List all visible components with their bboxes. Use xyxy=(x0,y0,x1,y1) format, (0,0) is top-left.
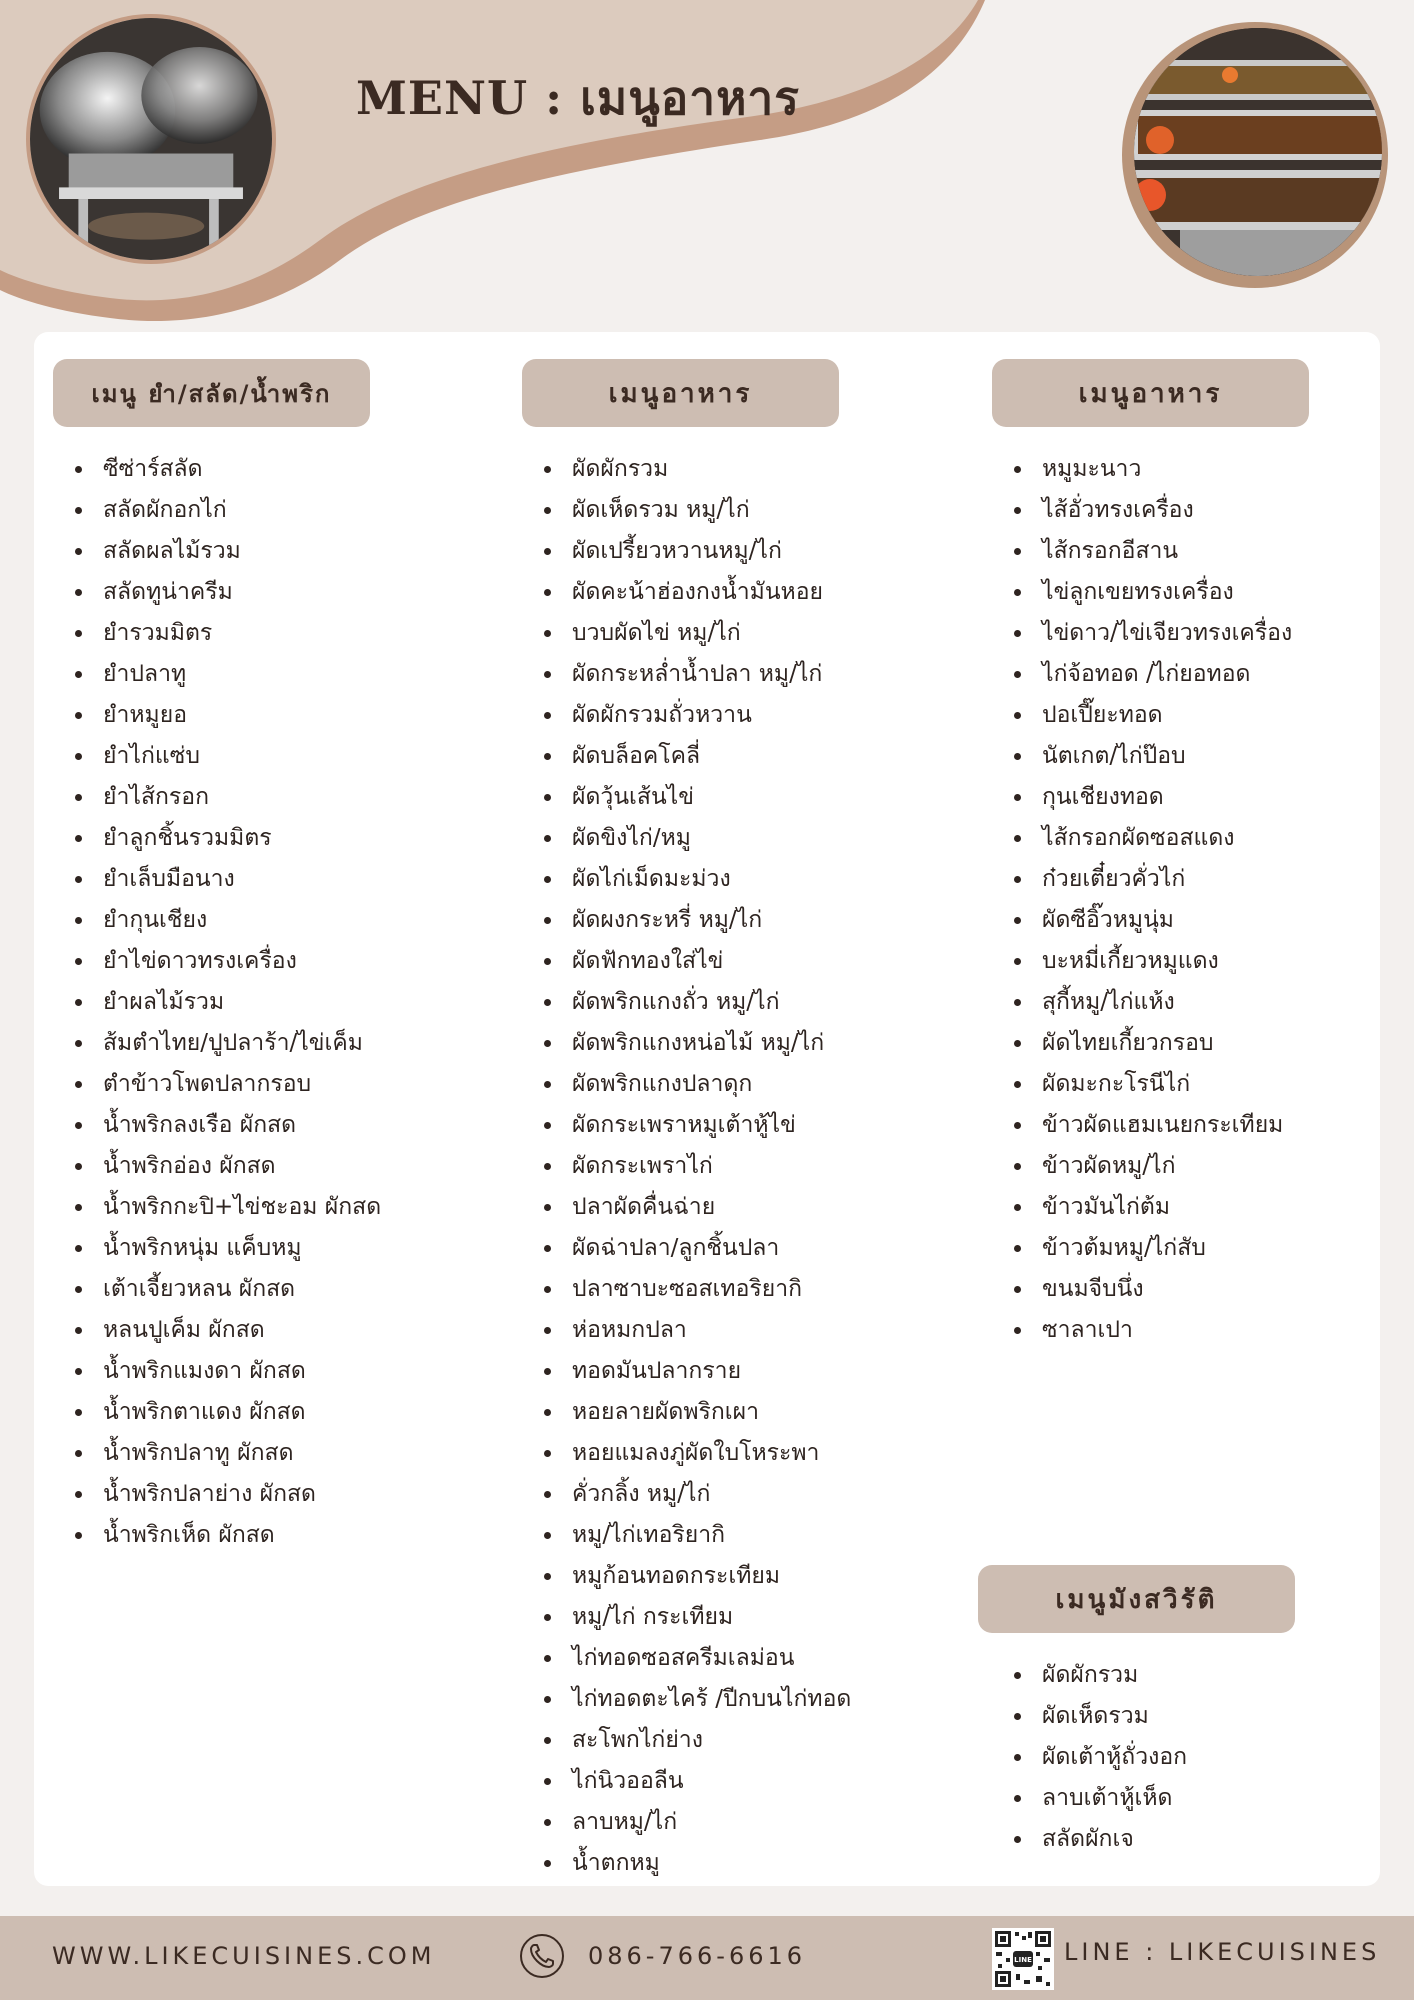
menu-item: สุกี้หมู/ไก่แห้ง xyxy=(992,982,1309,1023)
menu-item: ไก่นิวออลีน xyxy=(522,1761,839,1802)
menu-item: ยำผลไม้รวม xyxy=(53,982,370,1023)
menu-item: สลัดผักเจ xyxy=(992,1819,1295,1860)
menu-item: ข้าวผัดแฮมเนยกระเทียม xyxy=(992,1105,1309,1146)
menu-item: ก๋วยเตี๋ยวคั่วไก่ xyxy=(992,859,1309,900)
salad-item-list xyxy=(53,449,382,1556)
menu-item: สลัดผักอกไก่ xyxy=(53,490,370,531)
menu-item: ซีซ่าร์สลัด xyxy=(53,449,370,490)
menu-item: ผัดซีอิ๊วหมูนุ่ม xyxy=(992,900,1309,941)
menu-item: สลัดทูน่าครีม xyxy=(53,572,370,613)
menu-item: ส้มตำไทย/ปูปลาร้า/ไข่เค็ม xyxy=(53,1023,370,1064)
menu-item: หมูก้อนทอดกระเทียม xyxy=(522,1556,839,1597)
menu-section-food-1 xyxy=(522,359,852,1884)
menu-item: บะหมี่เกี้ยวหมูแดง xyxy=(992,941,1309,982)
menu-item: บวบผัดไข่ หมู/ไก่ xyxy=(522,613,839,654)
menu-item: ผัดไทยเกี้ยวกรอบ xyxy=(992,1023,1309,1064)
menu-item: ไก่ทอดซอสครีมเลม่อน xyxy=(522,1638,839,1679)
menu-item: น้ำพริกปลาย่าง ผักสด xyxy=(53,1474,370,1515)
section-header-food-2: เมนูอาหาร xyxy=(992,359,1309,427)
menu-item: ปลาซาบะซอสเทอริยากิ xyxy=(522,1269,839,1310)
menu-item: ลาบเต้าหู้เห็ด xyxy=(992,1778,1295,1819)
line-qr-code xyxy=(992,1928,1054,1990)
menu-item: ผัดขิงไก่/หมู xyxy=(522,818,839,859)
menu-item: ยำไส้กรอก xyxy=(53,777,370,818)
menu-item: หอยแมลงภู่ผัดใบโหระพา xyxy=(522,1433,839,1474)
menu-item: ตำข้าวโพดปลากรอบ xyxy=(53,1064,370,1105)
menu-item: ผัดฉ่าปลา/ลูกชิ้นปลา xyxy=(522,1228,839,1269)
menu-item: ยำไก่แซ่บ xyxy=(53,736,370,777)
footer-bar xyxy=(0,1916,1414,2000)
vegetarian-item-list xyxy=(992,1655,1295,1860)
menu-item: ไส้กรอกอีสาน xyxy=(992,531,1309,572)
phone-icon xyxy=(518,1932,566,1980)
menu-item: ซาลาเปา xyxy=(992,1310,1309,1351)
buffet-food-photo xyxy=(1120,20,1390,290)
menu-item: น้ำตกหมู xyxy=(522,1843,839,1884)
menu-item: นัตเกต/ไก่ป๊อบ xyxy=(992,736,1309,777)
menu-item: ลาบหมู/ไก่ xyxy=(522,1802,839,1843)
line-id[interactable]: LINE : LIKECUISINES xyxy=(1064,1938,1381,1966)
menu-item: เต้าเจี้ยวหลน ผักสด xyxy=(53,1269,370,1310)
menu-item: ผัดไก่เม็ดมะม่วง xyxy=(522,859,839,900)
qr-line-label: LINE xyxy=(1014,1956,1032,1964)
menu-item: ข้าวมันไก่ต้ม xyxy=(992,1187,1309,1228)
menu-item: สลัดผลไม้รวม xyxy=(53,531,370,572)
menu-item: น้ำพริกเห็ด ผักสด xyxy=(53,1515,370,1556)
menu-item: ผัดเห็ดรวม หมู/ไก่ xyxy=(522,490,839,531)
menu-item: ยำหมูยอ xyxy=(53,695,370,736)
menu-item: หมู/ไก่เทอริยากิ xyxy=(522,1515,839,1556)
menu-item: ยำไข่ดาวทรงเครื่อง xyxy=(53,941,370,982)
menu-item: หลนปูเค็ม ผักสด xyxy=(53,1310,370,1351)
menu-item: ผัดคะน้าฮ่องกงน้ำมันหอย xyxy=(522,572,839,613)
phone-number[interactable]: 086-766-6616 xyxy=(588,1942,807,1970)
section-header-food-1: เมนูอาหาร xyxy=(522,359,839,427)
menu-item: น้ำพริกกะปิ+ไข่ชะอม ผักสด xyxy=(53,1187,370,1228)
menu-item: ไส้อั่วทรงเครื่อง xyxy=(992,490,1309,531)
menu-item: ยำรวมมิตร xyxy=(53,613,370,654)
menu-item: ผัดมะกะโรนีไก่ xyxy=(992,1064,1309,1105)
section-header-vegetarian: เมนูมังสวิรัติ xyxy=(978,1565,1295,1633)
menu-item: ปอเปี๊ยะทอด xyxy=(992,695,1309,736)
menu-item: ผัดพริกแกงถั่ว หมู/ไก่ xyxy=(522,982,839,1023)
menu-item: ยำลูกชิ้นรวมมิตร xyxy=(53,818,370,859)
menu-item: ผัดผักรวม xyxy=(992,1655,1295,1696)
menu-item: ห่อหมกปลา xyxy=(522,1310,839,1351)
menu-item: คั่วกลิ้ง หมู/ไก่ xyxy=(522,1474,839,1515)
menu-item: ผัดกระหล่ำน้ำปลา หมู/ไก่ xyxy=(522,654,839,695)
menu-item: ข้าวผัดหมู/ไก่ xyxy=(992,1146,1309,1187)
menu-item: กุนเชียงทอด xyxy=(992,777,1309,818)
menu-item: ไก่จ้อทอด /ไก่ยอทอด xyxy=(992,654,1309,695)
menu-section-food-2 xyxy=(992,359,1309,1351)
menu-item: หมูมะนาว xyxy=(992,449,1309,490)
menu-item: ข้าวต้มหมู/ไก่สับ xyxy=(992,1228,1309,1269)
website-link[interactable]: WWW.LIKECUISINES.COM xyxy=(52,1942,436,1970)
menu-item: น้ำพริกลงเรือ ผักสด xyxy=(53,1105,370,1146)
menu-item: ไข่ดาว/ไข่เจียวทรงเครื่อง xyxy=(992,613,1309,654)
food-1-item-list xyxy=(522,449,852,1884)
food-2-item-list xyxy=(992,449,1309,1351)
menu-item: น้ำพริกหนุ่ม แค็บหมู xyxy=(53,1228,370,1269)
menu-item: ปลาผัดคื่นฉ่าย xyxy=(522,1187,839,1228)
menu-item: สะโพกไก่ย่าง xyxy=(522,1720,839,1761)
menu-item: ไข่ลูกเขยทรงเครื่อง xyxy=(992,572,1309,613)
chafing-dish-photo xyxy=(26,14,276,264)
menu-item: น้ำพริกตาแดง ผักสด xyxy=(53,1392,370,1433)
menu-item: น้ำพริกปลาทู ผักสด xyxy=(53,1433,370,1474)
menu-item: ยำเล็บมือนาง xyxy=(53,859,370,900)
menu-item: ผัดผงกระหรี่ หมู/ไก่ xyxy=(522,900,839,941)
menu-item: ยำปลาทู xyxy=(53,654,370,695)
menu-item: ขนมจีบนึ่ง xyxy=(992,1269,1309,1310)
menu-item: ทอดมันปลากราย xyxy=(522,1351,839,1392)
menu-item: น้ำพริกอ่อง ผักสด xyxy=(53,1146,370,1187)
menu-item: ยำกุนเชียง xyxy=(53,900,370,941)
menu-item: ผัดบล็อคโคลี่ xyxy=(522,736,839,777)
menu-card xyxy=(34,332,1380,1886)
menu-item: ไก่ทอดตะไคร้ /ปีกบนไก่ทอด xyxy=(522,1679,839,1720)
menu-item: ผัดเปรี้ยวหวานหมู/ไก่ xyxy=(522,531,839,572)
menu-item: ผัดพริกแกงปลาดุก xyxy=(522,1064,839,1105)
menu-item: ผัดผักรวมถั่วหวาน xyxy=(522,695,839,736)
menu-item: ผัดผักรวม xyxy=(522,449,839,490)
menu-item: ผัดเต้าหู้ถั่วงอก xyxy=(992,1737,1295,1778)
menu-item: ผัดกระเพราหมูเต้าหู้ไข่ xyxy=(522,1105,839,1146)
section-header-salad: เมนู ยำ/สลัด/น้ำพริก xyxy=(53,359,370,427)
menu-item: ผัดเห็ดรวม xyxy=(992,1696,1295,1737)
menu-item: ผัดกระเพราไก่ xyxy=(522,1146,839,1187)
menu-item: น้ำพริกแมงดา ผักสด xyxy=(53,1351,370,1392)
menu-item: ไส้กรอกผัดซอสแดง xyxy=(992,818,1309,859)
menu-section-vegetarian xyxy=(978,1565,1295,1860)
menu-item: ผัดฟักทองใส่ไข่ xyxy=(522,941,839,982)
menu-item: หมู/ไก่ กระเทียม xyxy=(522,1597,839,1638)
menu-item: ผัดวุ้นเส้นไข่ xyxy=(522,777,839,818)
menu-item: หอยลายผัดพริกเผา xyxy=(522,1392,839,1433)
page-title: MENU : เมนูอาหาร xyxy=(356,71,800,125)
menu-item: ผัดพริกแกงหน่อไม้ หมู/ไก่ xyxy=(522,1023,839,1064)
menu-section-salad xyxy=(53,359,382,1556)
